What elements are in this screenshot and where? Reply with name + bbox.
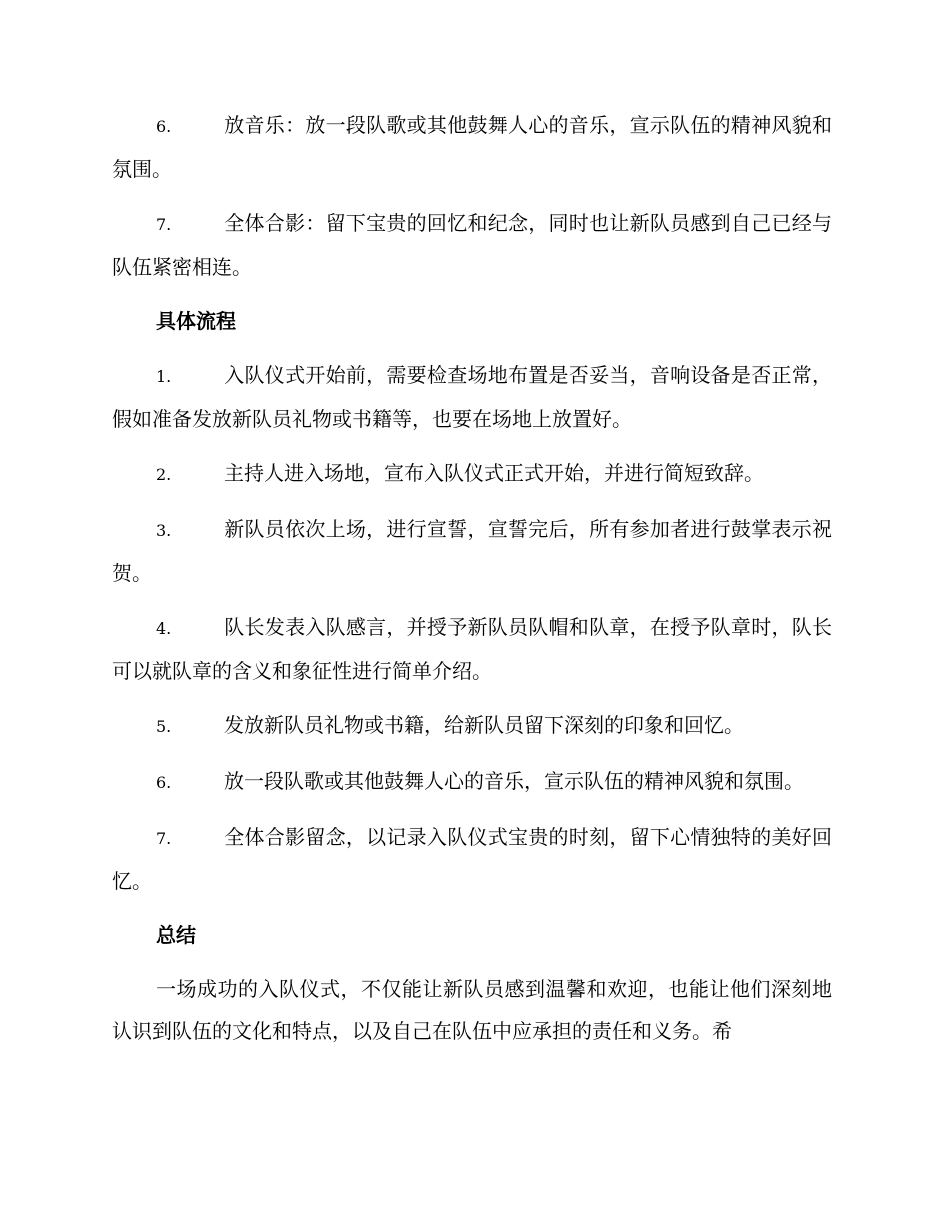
- list-text: 新队员依次上场，进行宣誓，宣誓完后，所有参加者进行鼓掌表示祝贺。: [112, 517, 832, 585]
- list-item: [112, 508, 832, 594]
- list-text: 队长发表入队感言，并授予新队员队帽和队章，在授予队章时，队长可以就队章的含义和象征性进行简单介绍。: [112, 615, 832, 683]
- list-item: [112, 452, 832, 496]
- list-number: 7.: [156, 829, 172, 848]
- list-text: 主持人进入场地，宣布入队仪式正式开始，并进行简短致辞。: [224, 461, 764, 485]
- list-text: 放一段队歌或其他鼓舞人心的音乐，宣示队伍的精神风貌和氛围。: [224, 769, 804, 793]
- list-text: 全体合影：留下宝贵的回忆和纪念，同时也让新队员感到自己已经与队伍紧密相连。: [112, 211, 832, 279]
- list-text: 发放新队员礼物或书籍，给新队员留下深刻的印象和回忆。: [224, 713, 744, 737]
- list-item: [112, 202, 832, 288]
- list-number: 5.: [156, 717, 172, 736]
- list-number: 6.: [156, 117, 172, 136]
- document-page: [112, 104, 832, 1052]
- section-heading-summary: 总结: [156, 923, 196, 947]
- section-heading-process: 具体流程: [156, 309, 236, 333]
- list-number: 1.: [156, 367, 172, 386]
- list-item: [112, 816, 832, 902]
- list-number: 2.: [156, 465, 172, 484]
- list-number: 6.: [156, 773, 172, 792]
- list-item: [112, 606, 832, 692]
- list-number: 3.: [156, 521, 172, 540]
- list-number: 4.: [156, 619, 172, 638]
- list-item: [112, 354, 832, 440]
- list-text: 全体合影留念，以记录入队仪式宝贵的时刻，留下心情独特的美好回忆。: [112, 825, 832, 893]
- list-number: 7.: [156, 215, 172, 234]
- list-item: [112, 760, 832, 804]
- list-text: 入队仪式开始前，需要检查场地布置是否妥当，音响设备是否正常，假如准备发放新队员礼物或书籍等，也要在场地上放置好。: [112, 363, 832, 431]
- list-item: [112, 704, 832, 748]
- summary-paragraph: 一场成功的入队仪式，不仅能让新队员感到温馨和欢迎，也能让他们深刻地认识到队伍的文化和特点，以及自己在队伍中应承担的责任和义务。希: [112, 977, 832, 1043]
- list-text: 放音乐：放一段队歌或其他鼓舞人心的音乐，宣示队伍的精神风貌和氛围。: [112, 113, 832, 181]
- list-item: [112, 104, 832, 190]
